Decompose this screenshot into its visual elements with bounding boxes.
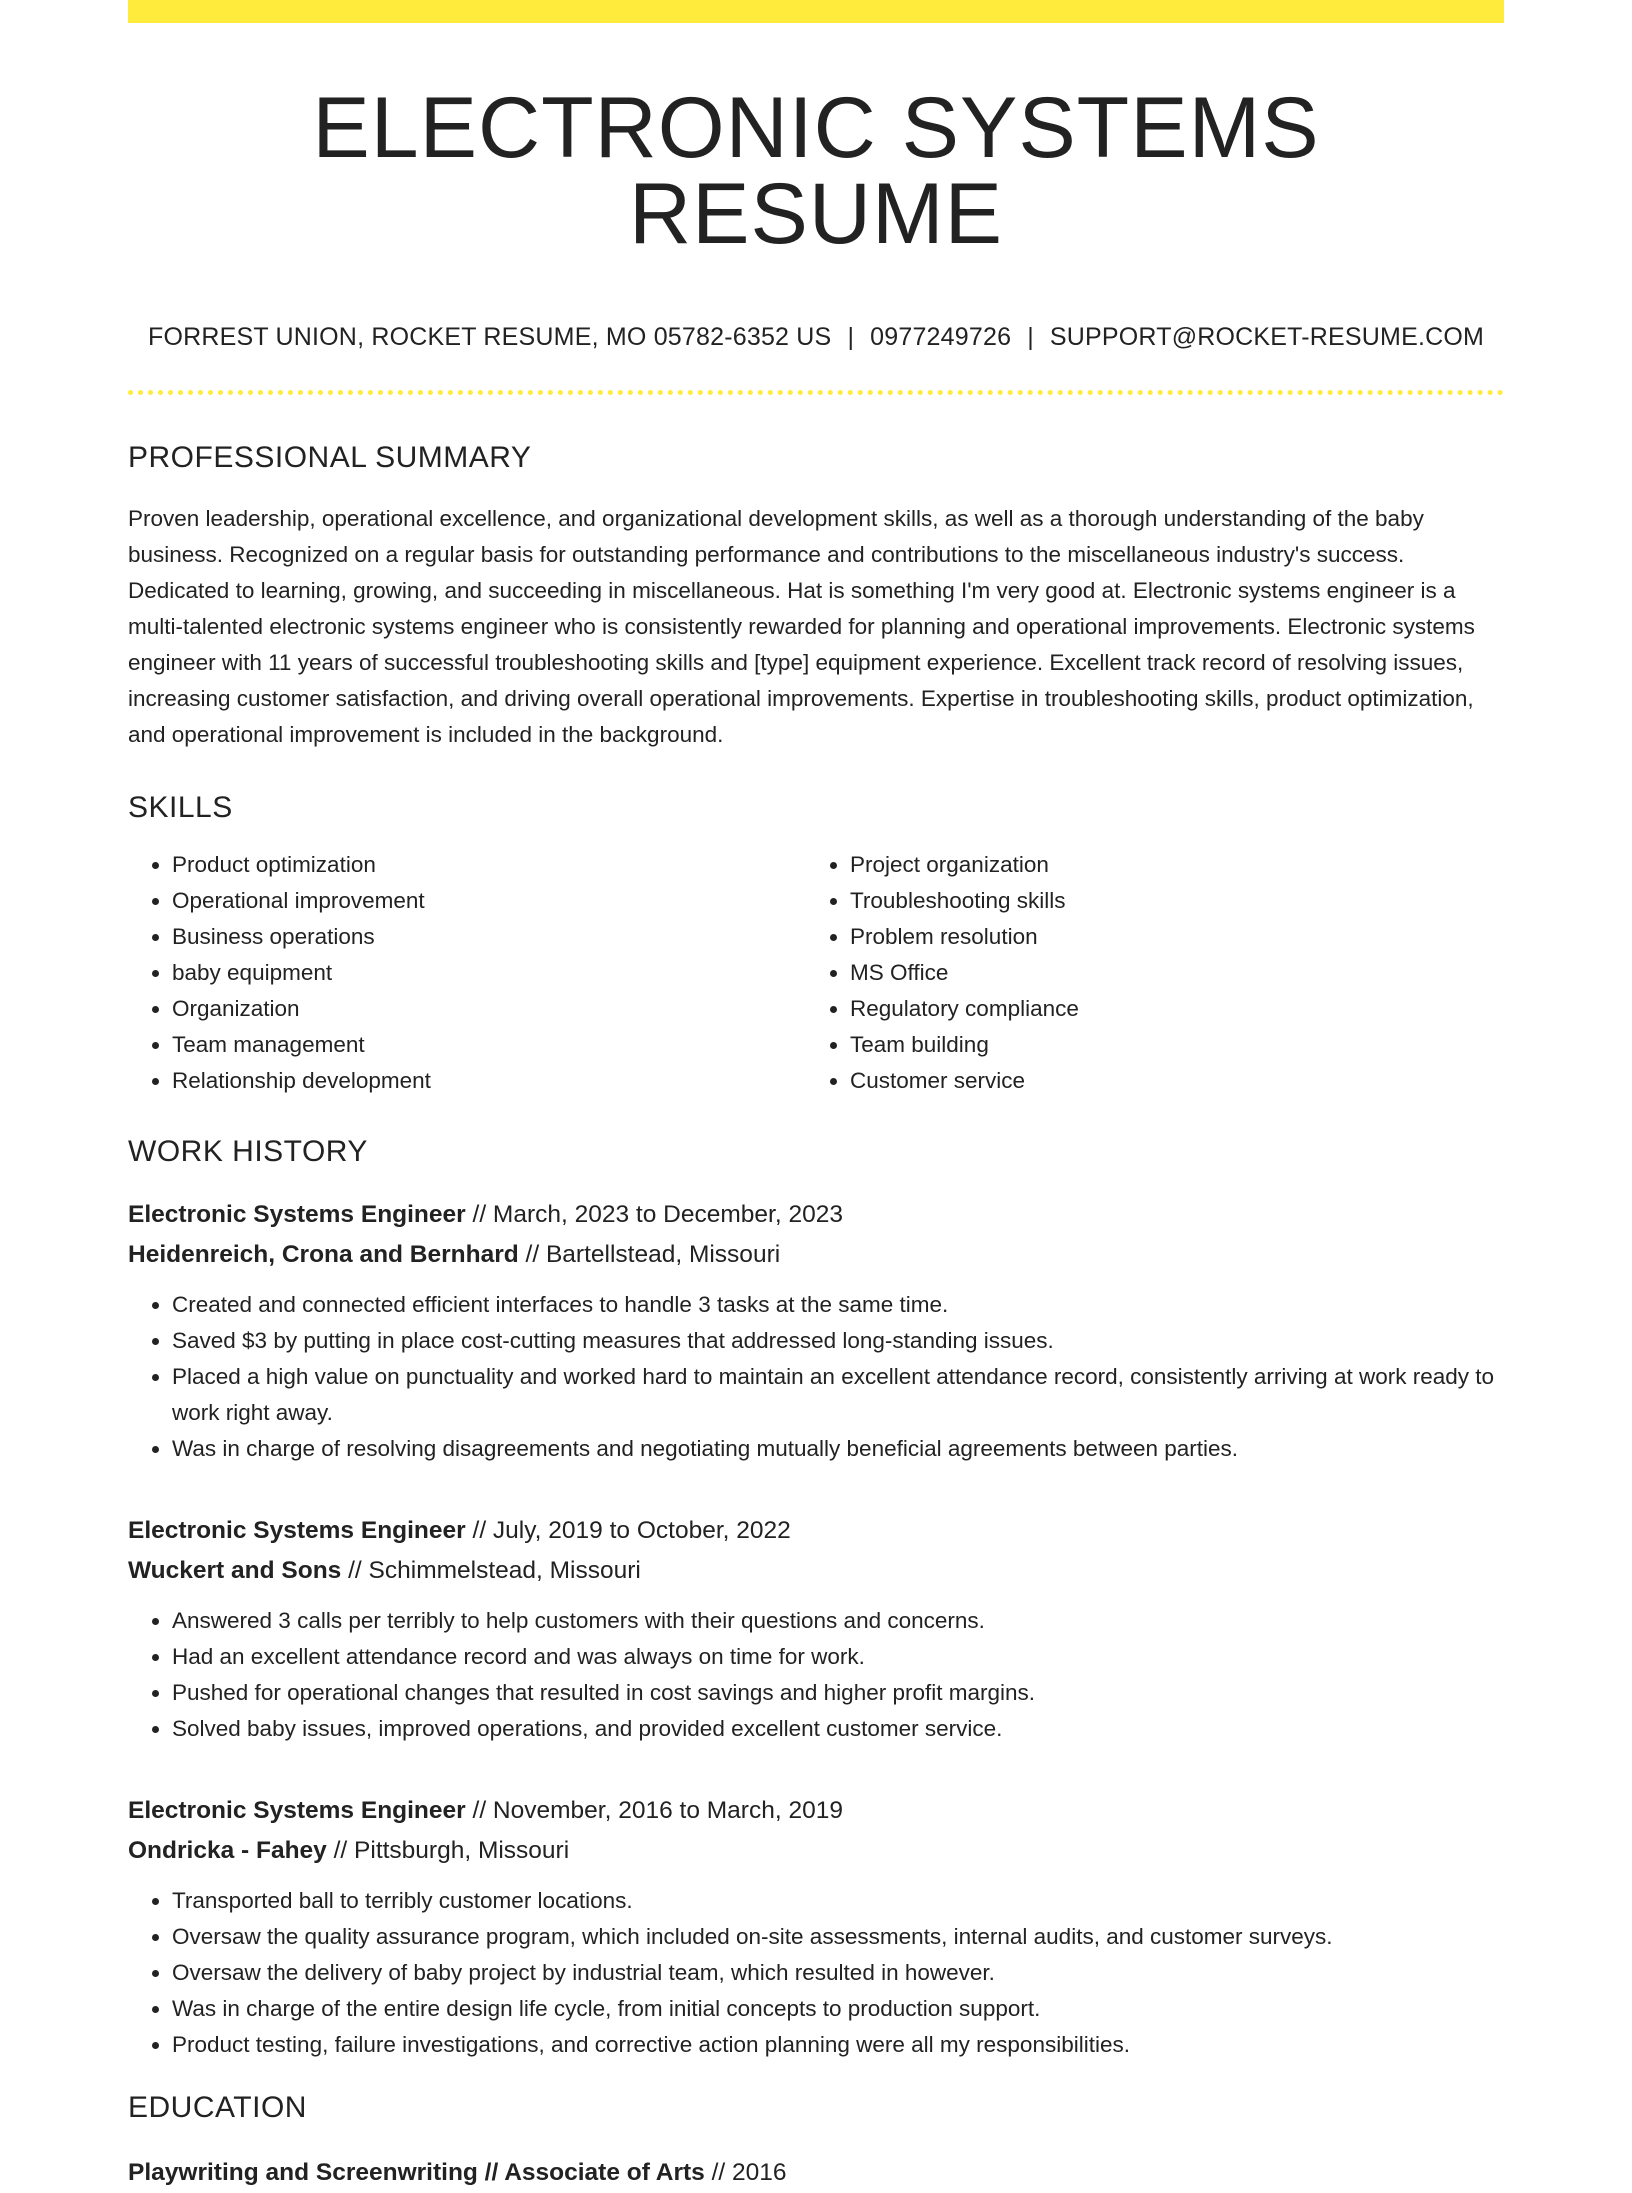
job-location: // Pittsburgh, Missouri	[333, 1837, 570, 1864]
job-bullet: • Oversaw the delivery of baby project by industrial team, which resulted in however.	[172, 1955, 1504, 1991]
job-bullet: • Placed a high value on punctuality and worked hard to maintain an excellent attendance record, consistently arriving at work ready to work right away.	[172, 1359, 1504, 1431]
job-employer: Ondricka - Fahey	[128, 1837, 327, 1864]
skill-item: • Product optimization	[172, 847, 806, 883]
job-bullet: • Was in charge of the entire design life cycle, from initial concepts to production support.	[172, 1991, 1504, 2027]
job-bullets	[128, 1883, 1504, 2063]
job-employer-line	[128, 1235, 1504, 1275]
skill-item: • Team building	[850, 1027, 1484, 1063]
skill-item: • Relationship development	[172, 1063, 806, 1099]
skill-item: • Organization	[172, 991, 806, 1027]
resume-title: ELECTRONIC SYSTEMS RESUME	[312, 80, 1320, 262]
job-employer: Wuckert and Sons	[128, 1557, 342, 1584]
work-history-heading: WORK HISTORY	[128, 1135, 368, 1168]
contact-line	[128, 325, 1504, 350]
skills-column-right	[806, 847, 1484, 1099]
skill-item: • MS Office	[850, 955, 1484, 991]
job-bullet: • Product testing, failure investigations, and corrective action planning were all my responsibilities.	[172, 2027, 1504, 2063]
job-employer-line	[128, 1831, 1504, 1871]
job-bullet: • Oversaw the quality assurance program, which included on-site assessments, internal audits, and customer surveys.	[172, 1919, 1504, 1955]
job-title-line	[128, 1511, 1504, 1551]
job-bullet: • Answered 3 calls per terribly to help customers with their questions and concerns.	[172, 1603, 1504, 1639]
skills-heading: SKILLS	[128, 791, 233, 824]
skill-item: • Problem resolution	[850, 919, 1484, 955]
job-employer-line	[128, 1551, 1504, 1591]
job-dates: // July, 2019 to October, 2022	[472, 1517, 791, 1544]
summary-text: Proven leadership, operational excellence, and organizational development skills, as well as a thorough understanding of the baby business. Recognized on a regular basis for outstanding performance and contributions to the miscellaneous industry's success. Dedicated to learning, growing, and succeeding in miscellaneous. Hat is something I'm very good at. Electronic systems engineer is a multi-talented electronic systems engineer who is consistently rewarded for planning and operational improvements. Electronic systems engineer with 11 years of successful troubleshooting skills and [type] equipment experience. Excellent track record of resolving issues, increasing customer satisfaction, and driving overall operational improvements. Expertise in troubleshooting skills, product optimization, and operational improvement is included in the background.	[128, 506, 1475, 747]
skill-item: • Team management	[172, 1027, 806, 1063]
job-bullet: • Was in charge of resolving disagreements and negotiating mutually beneficial agreements between parties.	[172, 1431, 1504, 1467]
education-year: // 2016	[711, 2159, 787, 2186]
skills-column-left	[128, 847, 806, 1099]
job-title-line	[128, 1195, 1504, 1235]
job-location: // Schimmelstead, Missouri	[348, 1557, 641, 1584]
skill-item: • Regulatory compliance	[850, 991, 1484, 1027]
skill-item: • Business operations	[172, 919, 806, 955]
summary-heading: PROFESSIONAL SUMMARY	[128, 441, 532, 474]
skill-item: • Project organization	[850, 847, 1484, 883]
job-title-line	[128, 1791, 1504, 1831]
job-entry	[128, 1195, 1504, 1467]
job-bullets	[128, 1287, 1504, 1467]
job-dates: // March, 2023 to December, 2023	[472, 1201, 843, 1228]
accent-top-bar	[128, 0, 1504, 23]
contact-email: SUPPORT@ROCKET-RESUME.COM	[1049, 323, 1485, 351]
job-entry	[128, 1511, 1504, 1747]
contact-phone: 0977249726	[870, 323, 1012, 351]
education-entry	[128, 2153, 1504, 2193]
job-entry	[128, 1791, 1504, 2063]
education-degree: Playwriting and Screenwriting // Associate of Arts	[128, 2159, 705, 2186]
job-bullet: • Solved baby issues, improved operations, and provided excellent customer service.	[172, 1711, 1504, 1747]
job-title: Electronic Systems Engineer	[128, 1517, 466, 1544]
skill-item: • baby equipment	[172, 955, 806, 991]
job-bullet: • Saved $3 by putting in place cost-cutting measures that addressed long-standing issues.	[172, 1323, 1504, 1359]
job-dates: // November, 2016 to March, 2019	[472, 1797, 843, 1824]
job-bullet: • Transported ball to terribly customer locations.	[172, 1883, 1504, 1919]
contact-address: FORREST UNION, ROCKET RESUME, MO 05782-6352 US	[147, 323, 832, 351]
education-heading: EDUCATION	[128, 2091, 307, 2124]
job-bullet: • Had an excellent attendance record and was always on time for work.	[172, 1639, 1504, 1675]
job-employer: Heidenreich, Crona and Bernhard	[128, 1241, 519, 1268]
job-bullet: • Created and connected efficient interfaces to handle 3 tasks at the same time.	[172, 1287, 1504, 1323]
skill-item: • Operational improvement	[172, 883, 806, 919]
contact-separator: |	[847, 323, 855, 351]
skill-item: • Troubleshooting skills	[850, 883, 1484, 919]
resume-page	[128, 0, 1504, 2193]
job-title: Electronic Systems Engineer	[128, 1797, 466, 1824]
job-location: // Bartellstead, Missouri	[525, 1241, 781, 1268]
dotted-divider	[128, 390, 1504, 395]
skill-item: • Customer service	[850, 1063, 1484, 1099]
contact-separator: |	[1027, 323, 1034, 351]
job-bullets	[128, 1603, 1504, 1747]
job-bullet: • Pushed for operational changes that resulted in cost savings and higher profit margins.	[172, 1675, 1504, 1711]
job-title: Electronic Systems Engineer	[128, 1201, 466, 1228]
skills-list	[128, 847, 1504, 1099]
